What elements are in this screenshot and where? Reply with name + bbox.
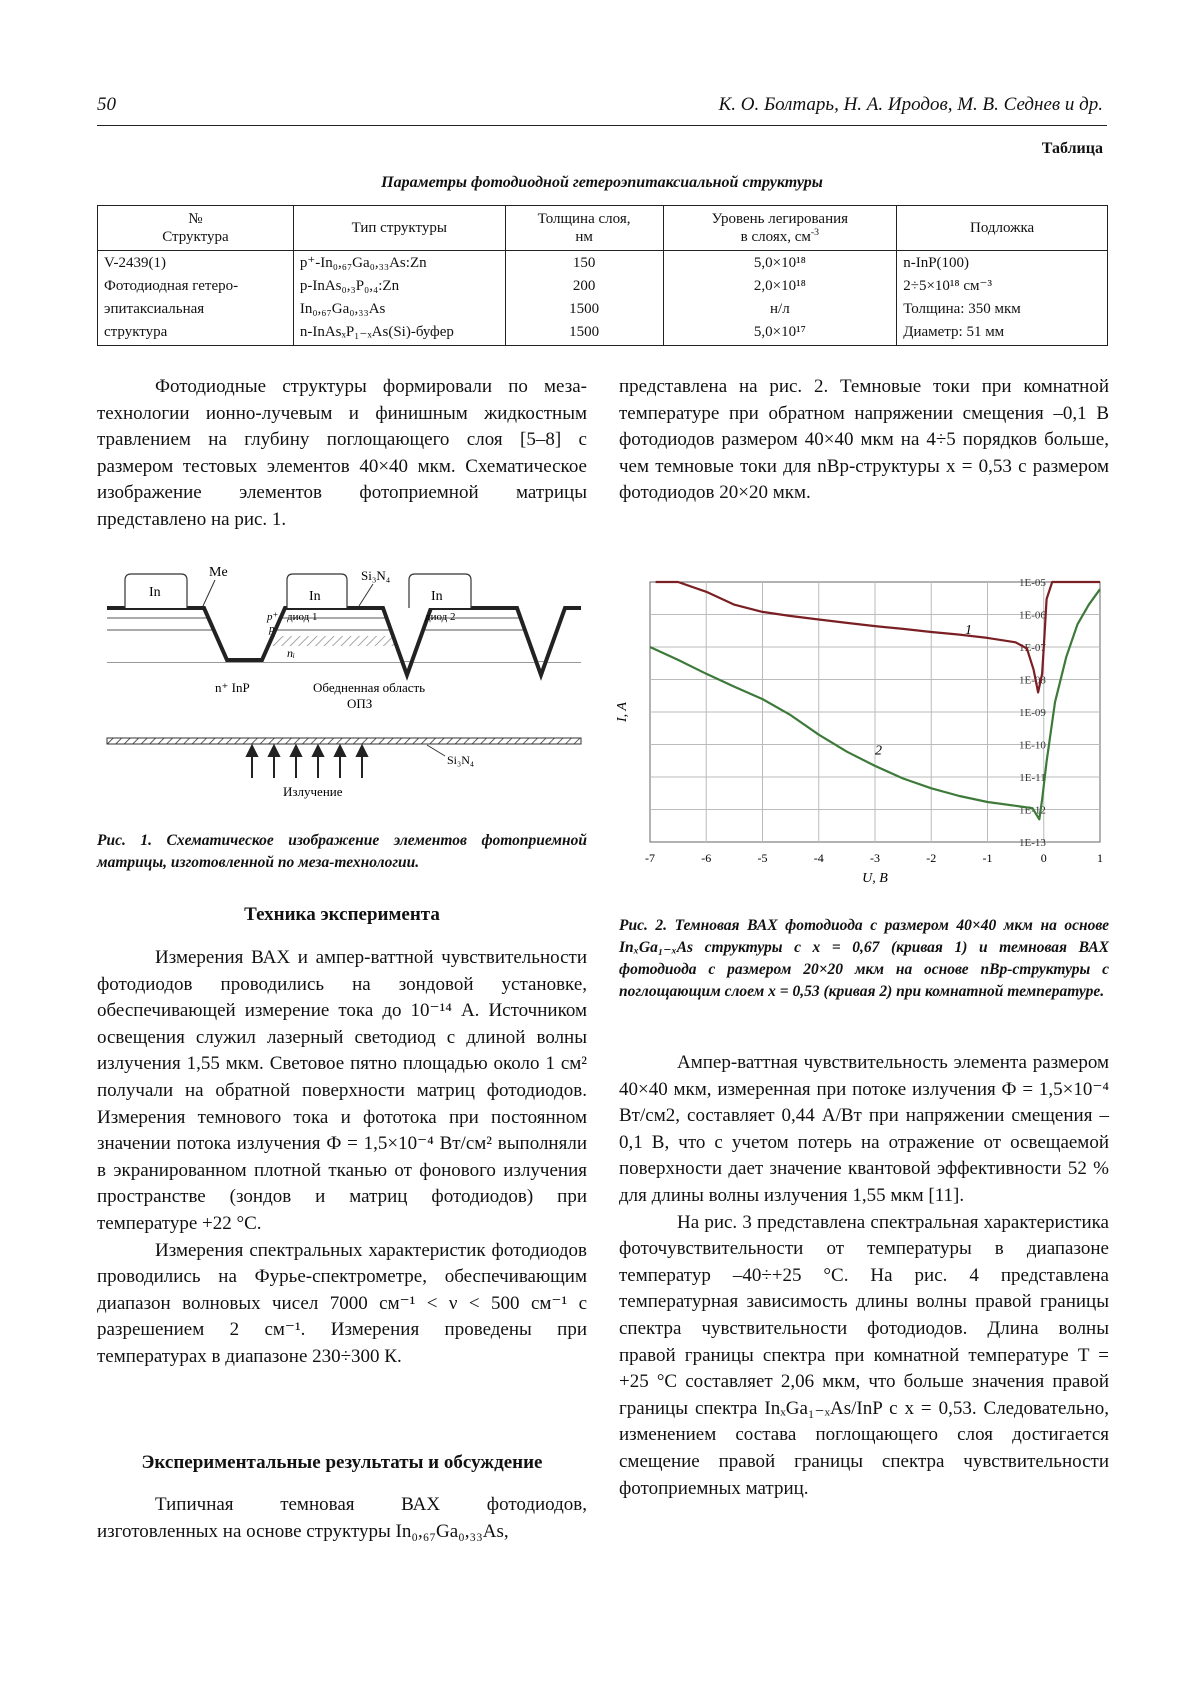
label-radiation: Излучение — [283, 784, 343, 799]
table-title: Параметры фотодиодной гетероэпитаксиальной структуры — [381, 174, 823, 191]
x-tick-label: -2 — [926, 851, 937, 865]
y-tick-label: 1E-05 — [1019, 577, 1046, 589]
label-n-inp: n⁺ InP — [215, 680, 250, 695]
right-column-intro — [619, 374, 1109, 507]
paragraph: Измерения спектральных характеристик фотодиодов проводились на Фурье-спектрометре, обеспечивающим диапазон волновых чисел 7000 см⁻¹ < ν < 500 см⁻¹ с разрешением 2 см⁻¹. Измерения проведены при температурах в диапазоне 230÷300 К. — [97, 1239, 587, 1367]
figure-2-caption: Рис. 2. Темновая ВАХ фотодиода с размером 40×40 мкм на основе InₓGa₁₋ₓAs структуры с x = 0,67 (кривая 1) и темновая ВАХ фотодиода с размером 20×20 мкм на основе nBp-структуры с поглощающим слоем x = 0,53 (кривая 2) при комнатной температуре. — [619, 917, 1109, 1000]
label-diode-1: диод 1 — [287, 611, 318, 623]
header-type: Тип структуры — [293, 206, 505, 251]
paragraph: Измерения ВАХ и ампер-ваттной чувствительности фотодиодов проводились на зондовой установке, обеспечивающей измерение тока до 10⁻¹⁴ А. Источником освещения служил лазерный светодиод с длиной волны излучения 1,55 мкм. Световое пятно площадью около 1 см² получали на обратной поверхности матриц фотодиодов. Измерения темнового тока и фототока при постоянном значении потока излучения Ф = 1,5×10⁻⁴ Вт/см² выполняли в экранированном плотной тканью от фонового излучения пространстве (зондов и матриц фотодиодов) при температуре +22 °С. — [97, 947, 587, 1234]
x-tick-label: 1 — [1097, 851, 1103, 865]
table-label: Таблица — [1041, 140, 1103, 157]
figure-2-chart — [612, 572, 1110, 894]
label-me: Me — [209, 565, 228, 580]
header-rule — [97, 125, 1107, 126]
table-header-row — [98, 206, 1108, 251]
section-title-results: Экспериментальные результаты и обсуждение — [141, 1452, 543, 1473]
header-structure: № Структура — [98, 206, 294, 251]
paragraph: Типичная темновая ВАХ фотодиодов, изготовленных на основе структуры In₀,₆₇Ga₀,₃₃As, — [97, 1494, 587, 1542]
x-tick-label: -5 — [757, 851, 768, 865]
y-axis-label: I, A — [615, 702, 630, 722]
left-column-methods — [97, 945, 587, 1371]
bottom-si3n4-layer — [107, 738, 581, 744]
left-column-results — [97, 1492, 587, 1545]
label-ni: nᵢ — [287, 646, 295, 660]
right-column-discussion — [619, 1050, 1109, 1502]
label-in-1: In — [149, 585, 161, 600]
y-tick-label: 1E-07 — [1019, 642, 1046, 654]
x-tick-label: 0 — [1040, 851, 1047, 865]
y-tick-label: 1E-10 — [1019, 739, 1046, 752]
x-tick-label: -1 — [982, 851, 993, 865]
y-tick-label: 1E-11 — [1019, 772, 1046, 784]
label-diode-2: диод 2 — [425, 611, 456, 623]
header-substrate: Подложка — [897, 206, 1108, 251]
pointer-si3n4 — [359, 584, 373, 606]
figure-1-schematic — [97, 550, 591, 805]
label-si3n4-top: Si₃N₄ — [361, 568, 391, 583]
curve-label: 2 — [875, 743, 882, 759]
x-tick-label: -6 — [701, 851, 712, 865]
table-row — [98, 251, 1108, 346]
y-tick-label: 1E-08 — [1019, 674, 1046, 687]
pointer-si3n4-bottom — [427, 745, 445, 756]
cell-thickness: 150 200 1500 1500 — [505, 251, 663, 346]
header-doping: Уровень легирования в слоях, $см^{-3}$ — [663, 206, 897, 251]
curve-label: 1 — [965, 623, 972, 639]
paragraph: представлена на рис. 2. Темновые токи при комнатной температуре при обратном напряжении смещения –0,1 В фотодиодов размером 40×40 мкм на 4÷5 порядков больше, чем темновые токи для nBp-структуры x = 0,53 с размером фотодиодов 20×20 мкм. — [619, 376, 1109, 504]
parameters-table — [97, 205, 1108, 346]
paragraph: На рис. 3 представлена спектральная характеристика фоточувствительности от температуры в диапазоне температур –40÷+25 °С. На рис. 4 представлена температурная зависимость длины волны правой границы спектра чувствительности фотодиодов. Длина волны правой границы спектра при комнатной температуре T = +25 °С составляет 2,06 мкм, что больше значения правой границы спектра InₓGa₁₋ₓAs/InP с x = 0,53. Следовательно, изменением состава поглощающего слоя достигается смещение правой границы спектра чувствительности фотоприемных матриц. — [619, 1211, 1109, 1499]
label-in-3: In — [431, 589, 443, 604]
y-tick-label: 1E-09 — [1019, 707, 1046, 719]
x-tick-label: -7 — [645, 851, 655, 865]
x-axis-label: U, В — [862, 871, 888, 886]
cell-substrate: n-InP(100) 2÷5×10¹⁸ см⁻³ Толщина: 350 мкм Диаметр: 51 мм — [897, 251, 1108, 346]
left-column-intro — [97, 374, 587, 534]
figure-1-caption: Рис. 1. Схематическое изображение элементов фотоприемной матрицы, изготовленной по меза-технологии. — [97, 832, 587, 871]
label-si3n4-bottom: Si₃N₄ — [447, 753, 475, 767]
cell-doping: 5,0×10¹⁸ 2,0×10¹⁸ н/л 5,0×10¹⁷ — [663, 251, 897, 346]
pointer-me — [203, 580, 215, 606]
running-header-authors: К. О. Болтарь, Н. А. Иродов, М. В. Седнев и др. — [718, 94, 1103, 115]
y-tick-label: 1E-06 — [1019, 609, 1046, 622]
radiation-arrows — [247, 746, 367, 778]
paragraph: Фотодиодные структуры формировали по меза-технологии ионно-лучевым и финишным жидкостным травлением на глубину поглощающего слоя [5–8] с размером тестовых элементов 40×40 мкм. Схематическое изображение элементов фотоприемной матрицы представлено на рис. 1. — [97, 376, 587, 530]
y-tick-label: 1E-13 — [1019, 837, 1046, 849]
substrate-block — [107, 662, 581, 738]
label-opz: ОПЗ — [347, 696, 373, 711]
depletion-band — [269, 636, 397, 646]
x-tick-label: -3 — [870, 851, 880, 865]
paragraph: Ампер-ваттная чувствительность элемента размером 40×40 мкм, измеренная при потоке излучения Ф = 1,5×10⁻⁴ Вт/см2, составляет 0,44 А/Вт при напряжении смещения –0,1 В, что с учетом потерь на отражение от освещаемой поверхности дает значение квантовой эффективности 52 % для длины волны излучения 1,55 мкм [11]. — [619, 1052, 1109, 1206]
cell-type: p⁺-In₀,₆₇Ga₀,₃₃As:Zn p-InAs₀,₃P₀,₄:Zn In₀,₆₇Ga₀,₃₃As n-InAsₓP₁₋ₓAs(Si)-буфер — [293, 251, 505, 346]
label-in-2: In — [309, 589, 321, 604]
label-depletion: Обедненная область — [313, 680, 426, 695]
cell-structure: V-2439(1) Фотодиодная гетеро- эпитаксиальная структура — [98, 251, 294, 346]
header-thickness: Толщина слоя, нм — [505, 206, 663, 251]
x-tick-label: -4 — [813, 851, 824, 865]
label-p-plus: p⁺ — [267, 611, 279, 623]
page-number: 50 — [97, 94, 116, 115]
section-title-technique: Техника эксперимента — [244, 904, 440, 925]
y-tick-label: 1E-12 — [1019, 804, 1046, 817]
label-p: p — [269, 623, 275, 635]
